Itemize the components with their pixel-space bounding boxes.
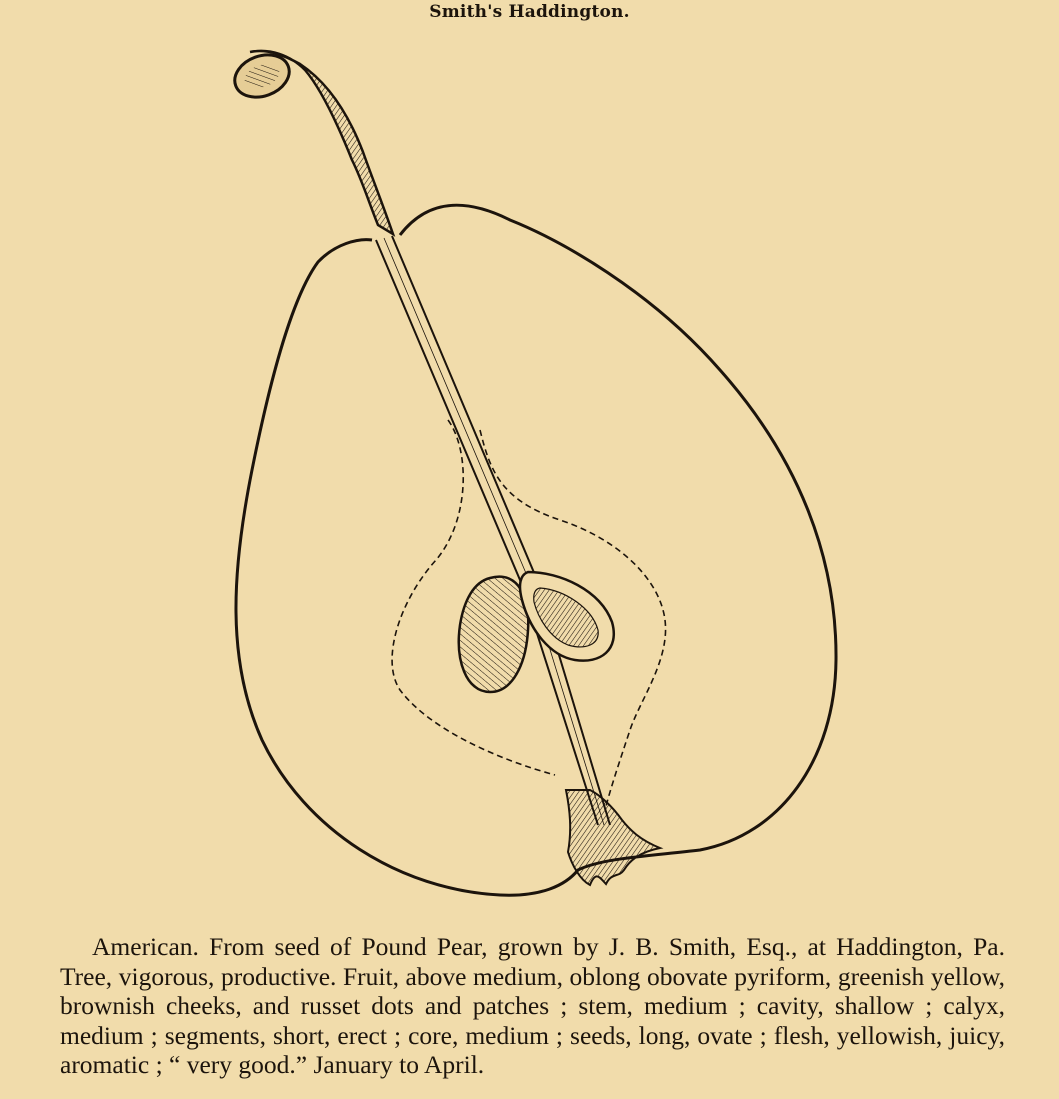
calyx [566, 790, 660, 885]
seed-left [459, 577, 528, 692]
core-channel [376, 240, 598, 825]
description-text: American. From seed of Pound Pear, grown by J. B. Smith, Esq., at Haddington, Pa. Tree, vigorous, productive. Fruit, above medium, oblong obovate pyriform, greenish yellow, brownish cheeks, and russet dots and patches ; stem, medium ; cavity, shallow ; calyx, medium ; segments, short, erect ; core, medium ; seeds, long, ovate ; flesh, yellowish, juicy, aromatic ; “ very good.” January to April. [60, 932, 1005, 1079]
variety-description [60, 932, 1005, 1080]
pear-outline [236, 205, 836, 895]
page-title: Smith's Haddington. [429, 2, 630, 22]
